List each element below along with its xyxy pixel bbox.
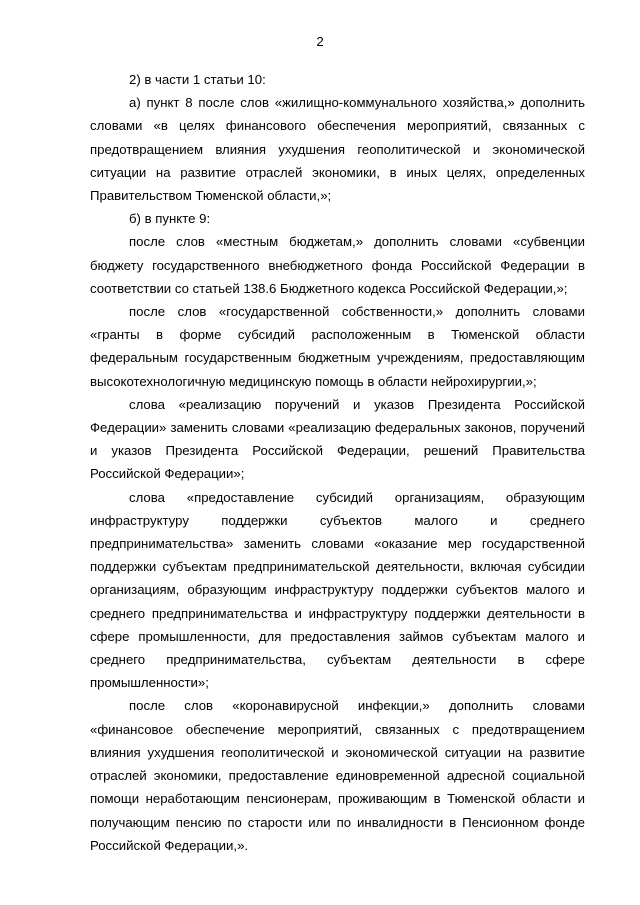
paragraph-coronavirus: после слов «коронавирусной инфекции,» дополнить словами «финансовое обеспечение мероприятий, связанных с предотвращением влияния ухудшения геополитической и экономической ситуации на развитие отраслей экономики, предоставление единовременной адресной социальной помощи неработающим пенсионерам, проживающим в Тюменской области и получающим пенсию по старости или по инвалидности в Пенсионном фонде Российской Федерации,». xyxy=(90,698,585,853)
document-body xyxy=(90,68,585,857)
paragraph-item-a: а) пункт 8 после слов «жилищно-коммунального хозяйства,» дополнить словами «в целях финансового обеспечения мероприятий, связанных с предотвращением влияния ухудшения геополитической и экономической ситуации на развитие отраслей экономики, в иных целях, определенных Правительством Тюменской области,»; xyxy=(90,95,585,204)
paragraph-subsidies: слова «предоставление субсидий организациям, образующим инфраструктуру поддержки субъектов малого и среднего предпринимательства» заменить словами «оказание мер государственной поддержки субъектам предпринимательской деятельности, включая субсидии организациям, образующим инфраструктуру поддержки субъектов малого и среднего предпринимательства и инфраструктуру поддержки деятельности в сфере промышленности, для предоставления займов субъектам малого и среднего предпринимательства, субъектам деятельности в сфере промышленности»; xyxy=(90,489,585,691)
paragraph-part-1-article-10: 2) в части 1 статьи 10: xyxy=(129,72,266,87)
paragraph-subventions: после слов «местным бюджетам,» дополнить словами «субвенции бюджету государственного внебюджетного фонда Российской Федерации в соответствии со статьей 138.6 Бюджетного кодекса Российской Федерации,»; xyxy=(90,234,585,296)
page-number: 2 xyxy=(316,34,324,49)
paragraph-president-orders: слова «реализацию поручений и указов Президента Российской Федерации» заменить словами «реализацию федеральных законов, поручений и указов Президента Российской Федерации, решений Правительства Российской Федерации»; xyxy=(90,396,585,482)
paragraph-item-b: б) в пункте 9: xyxy=(129,211,211,227)
paragraph-grants: после слов «государственной собственности,» дополнить словами «гранты в форме субсидий расположенным в Тюменской области федеральным государственным бюджетным учреждениям, предоставляющим высокотехнологичную медицинскую помощь в области нейрохирургии,»; xyxy=(90,304,585,389)
